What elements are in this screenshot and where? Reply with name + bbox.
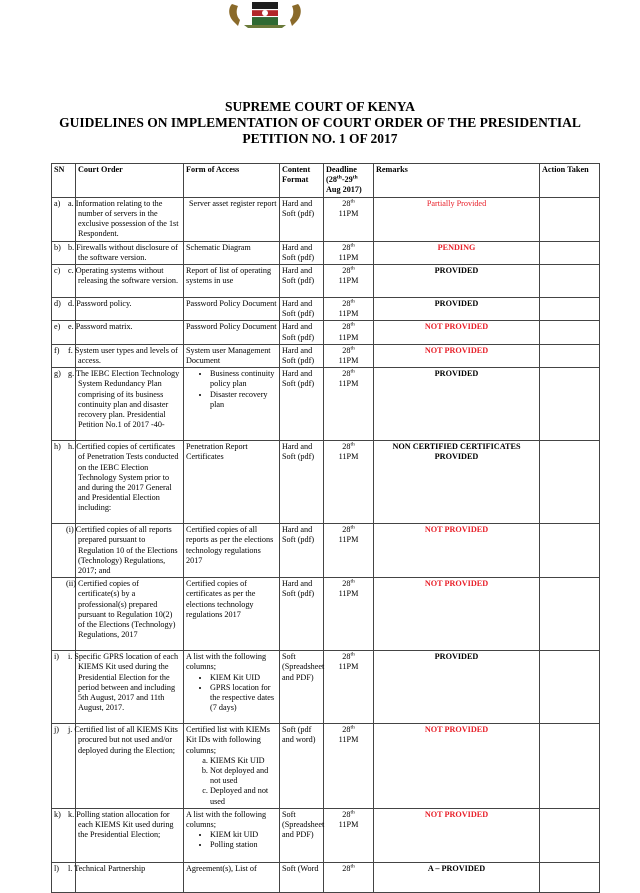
cell-court-order: (i) Certified copies of all reports prepared pursuant to Regulation 10 of the Elections (Technology) Regulations, 2017; and <box>76 524 184 578</box>
table-row <box>52 724 600 809</box>
cell-sn: j) <box>52 724 76 809</box>
cell-deadline: 28th 11PM <box>324 724 374 809</box>
kenya-coat-of-arms-icon <box>222 0 308 28</box>
cell-sn: h) <box>52 441 76 524</box>
cell-action-taken <box>540 862 600 892</box>
document-title-line-1: GUIDELINES ON IMPLEMENTATION OF COURT ORDER OF THE PRESIDENTIAL <box>59 115 581 130</box>
cell-action-taken <box>540 321 600 344</box>
cell-sn: b) <box>52 241 76 264</box>
form-list-item: b. Not deployed and not used <box>210 766 277 786</box>
cell-court-order: d. Password policy. <box>76 298 184 321</box>
cell-remarks: NOT PROVIDED <box>374 578 540 651</box>
cell-sn: a) <box>52 197 76 241</box>
cell-action-taken <box>540 441 600 524</box>
table-row <box>52 241 600 264</box>
cell-content-format: Soft (Spreadsheet and PDF) <box>280 651 324 724</box>
table-row <box>52 441 600 524</box>
col-header-action-taken: Action Taken <box>540 164 600 198</box>
cell-deadline: 28th 11PM <box>324 524 374 578</box>
cell-action-taken <box>540 241 600 264</box>
form-intro: Certified list with KIEMs Kit IDs with following columns; <box>186 725 270 755</box>
cell-deadline: 28th 11PM <box>324 298 374 321</box>
cell-remarks: PROVIDED <box>374 651 540 724</box>
cell-content-format: Hard and Soft (pdf) <box>280 524 324 578</box>
cell-action-taken <box>540 651 600 724</box>
col-header-content-format: Content Format <box>280 164 324 198</box>
table-header-row <box>52 164 600 198</box>
cell-court-order: g. The IEBC Election Technology System Redundancy Plan comprising of its business continuity plan and disaster recovery plan. Presidential Petition No.1 of 2017 -40- <box>76 368 184 441</box>
table-row <box>52 578 600 651</box>
cell-deadline: 28th 11PM <box>324 578 374 651</box>
cell-remarks: NOT PROVIDED <box>374 808 540 862</box>
cell-remarks: NON CERTIFIED CERTIFICATES PROVIDED <box>374 441 540 524</box>
cell-content-format: Hard and Soft (pdf) <box>280 298 324 321</box>
cell-content-format: Hard and Soft (pdf) <box>280 321 324 344</box>
cell-action-taken <box>540 368 600 441</box>
cell-sn: g) <box>52 368 76 441</box>
form-list-item: • KIEM Kit UID <box>210 673 277 683</box>
cell-action-taken <box>540 298 600 321</box>
cell-form-of-access: Certified copies of certificates as per the elections technology regulations 2017 <box>184 578 280 651</box>
cell-deadline: 28th 11PM <box>324 368 374 441</box>
cell-deadline: 28th 11PM <box>324 441 374 524</box>
cell-remarks: NOT PROVIDED <box>374 724 540 809</box>
table-row <box>52 321 600 344</box>
table-row <box>52 651 600 724</box>
cell-sn: i) <box>52 651 76 724</box>
cell-remarks: A – PROVIDED <box>374 862 540 892</box>
cell-content-format: Soft (pdf and word) <box>280 724 324 809</box>
court-order-table <box>51 163 600 893</box>
table-row <box>52 808 600 862</box>
cell-remarks: Partially Provided <box>374 197 540 241</box>
cell-content-format: Soft (Word <box>280 862 324 892</box>
cell-court-order: a. Information relating to the number of servers in the exclusive possession of the 1st Respondent. <box>76 197 184 241</box>
table-row <box>52 298 600 321</box>
cell-remarks: NOT PROVIDED <box>374 344 540 367</box>
cell-form-of-access: System user Management Document <box>184 344 280 367</box>
col-header-deadline: Deadline (28th-29th Aug 2017) <box>324 164 374 198</box>
cell-content-format: Hard and Soft (pdf) <box>280 241 324 264</box>
cell-deadline: 28th 11PM <box>324 197 374 241</box>
cell-action-taken <box>540 197 600 241</box>
document-title-line-2: PETITION NO. 1 OF 2017 <box>242 131 398 146</box>
form-list-item: • Disaster recovery plan <box>210 390 277 410</box>
cell-sn: d) <box>52 298 76 321</box>
form-list-item: • Polling station <box>210 840 277 850</box>
cell-court-order: f. System user types and levels of access. <box>76 344 184 367</box>
cell-deadline: 28th 11PM <box>324 344 374 367</box>
cell-remarks: PROVIDED <box>374 298 540 321</box>
cell-content-format: Hard and Soft (pdf) <box>280 344 324 367</box>
cell-content-format: Hard and Soft (pdf) <box>280 368 324 441</box>
form-list-item: • GPRS location for the respective dates (7 days) <box>210 683 277 714</box>
cell-sn: k) <box>52 808 76 862</box>
cell-content-format: Hard and Soft (pdf) <box>280 197 324 241</box>
cell-court-order: k. Polling station allocation for each KIEMS Kit used during the Presidential Election; <box>76 808 184 862</box>
cell-form-of-access: Schematic Diagram <box>184 241 280 264</box>
cell-deadline: 28th 11PM <box>324 321 374 344</box>
cell-remarks: NOT PROVIDED <box>374 321 540 344</box>
table-row <box>52 368 600 441</box>
cell-court-order: (ii) Certified copies of certificate(s) by a professional(s) prepared pursuant to Regulation 10(2) of the Elections (Technology) Regulations, 2017 <box>76 578 184 651</box>
col-header-remarks: Remarks <box>374 164 540 198</box>
cell-court-order: l. Technical Partnership <box>76 862 184 892</box>
cell-form-of-access <box>184 651 280 724</box>
cell-court-order: h. Certified copies of certificates of Penetration Tests conducted on the IEBC Election Technology System prior to and during the 2017 General and Presidential Election including: <box>76 441 184 524</box>
cell-form-of-access: Certified copies of all reports as per the elections technology regulations 2017 <box>184 524 280 578</box>
cell-remarks: PROVIDED <box>374 265 540 298</box>
form-intro: A list with the following columns; <box>186 652 267 672</box>
cell-content-format: Hard and Soft (pdf) <box>280 265 324 298</box>
cell-form-of-access: Server asset register report <box>184 197 280 241</box>
cell-form-of-access <box>184 368 280 441</box>
cell-deadline: 28th <box>324 862 374 892</box>
cell-content-format: Soft (Spreadsheet and PDF) <box>280 808 324 862</box>
cell-action-taken <box>540 344 600 367</box>
cell-action-taken <box>540 808 600 862</box>
cell-remarks: PROVIDED <box>374 368 540 441</box>
cell-sn: f) <box>52 344 76 367</box>
cell-deadline: 28th 11PM <box>324 241 374 264</box>
cell-form-of-access: Agreement(s), List of <box>184 862 280 892</box>
table-row <box>52 862 600 892</box>
cell-content-format: Hard and Soft (pdf) <box>280 441 324 524</box>
cell-deadline: 28th 11PM <box>324 651 374 724</box>
form-list-item: a. KIEMS Kit UID <box>210 756 277 766</box>
col-header-form-of-access: Form of Access <box>184 164 280 198</box>
table-row <box>52 524 600 578</box>
form-intro: A list with the following columns; <box>186 809 267 830</box>
cell-court-order: j. Certified list of all KIEMS Kits procured but not used and/or deployed during the Election; <box>76 724 184 809</box>
cell-court-order: e. Password matrix. <box>76 321 184 344</box>
cell-form-of-access <box>184 724 280 809</box>
cell-action-taken <box>540 524 600 578</box>
table-row <box>52 197 600 241</box>
cell-sn: l) <box>52 862 76 892</box>
cell-form-of-access <box>184 808 280 862</box>
form-list-item: • KIEM kit UID <box>210 830 277 840</box>
court-name: SUPREME COURT OF KENYA <box>225 99 415 114</box>
col-header-court-order: Court Order <box>76 164 184 198</box>
form-list-item: c. Deployed and not used <box>210 786 277 806</box>
cell-action-taken <box>540 265 600 298</box>
cell-sn: e) <box>52 321 76 344</box>
table-row <box>52 344 600 367</box>
cell-content-format: Hard and Soft (pdf) <box>280 578 324 651</box>
form-list-item: • Business continuity policy plan <box>210 369 277 389</box>
cell-remarks: NOT PROVIDED <box>374 524 540 578</box>
cell-form-of-access: Password Policy Document <box>184 298 280 321</box>
table-row <box>52 265 600 298</box>
cell-deadline: 28th 11PM <box>324 265 374 298</box>
cell-court-order: i. Specific GPRS location of each KIEMS Kit used during the Presidential Election for the period between and including 5th August, 2017 and 11th August, 2017. <box>76 651 184 724</box>
cell-action-taken <box>540 578 600 651</box>
col-header-sn: SN <box>52 164 76 198</box>
cell-action-taken <box>540 724 600 809</box>
cell-sn: c) <box>52 265 76 298</box>
cell-form-of-access: Penetration Report Certificates <box>184 441 280 524</box>
cell-deadline: 28th 11PM <box>324 808 374 862</box>
cell-court-order: b. Firewalls without disclosure of the software version. <box>76 241 184 264</box>
cell-form-of-access: Password Policy Document <box>184 321 280 344</box>
cell-court-order: c. Operating systems without releasing the software version. <box>76 265 184 298</box>
cell-remarks: PENDING <box>374 241 540 264</box>
cell-form-of-access: Report of list of operating systems in use <box>184 265 280 298</box>
